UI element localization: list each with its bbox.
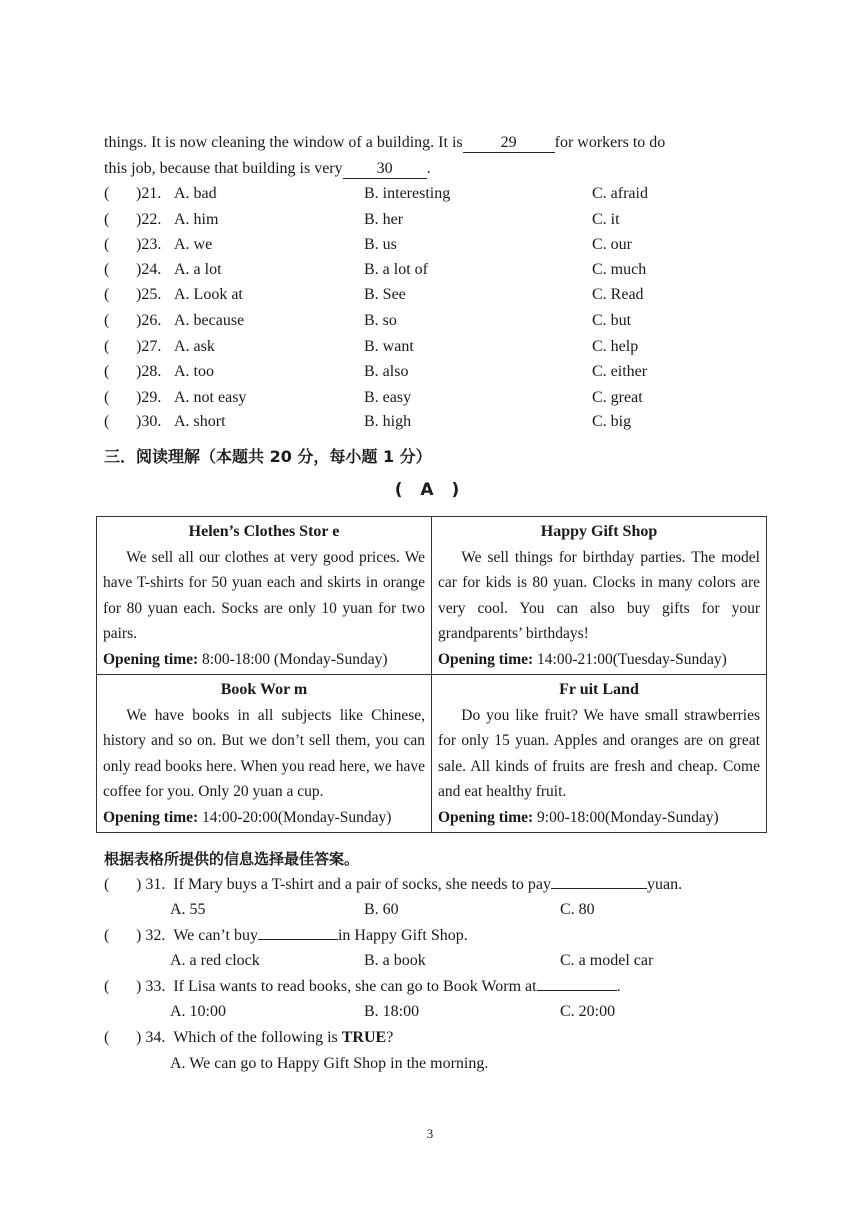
answer-paren[interactable]: (: [104, 312, 110, 329]
option-c: C. Read: [592, 286, 644, 303]
option-b: B. her: [364, 211, 404, 228]
passage-text: .: [426, 160, 431, 177]
opening-time: [103, 647, 425, 673]
question-33-options: [104, 1003, 764, 1027]
cloze-question-26: [104, 312, 764, 336]
cloze-question-30: [104, 413, 764, 437]
question-text: ?: [386, 1029, 394, 1046]
opening-label: Opening time:: [103, 650, 199, 668]
question-text: Which of the following is: [173, 1029, 342, 1046]
opening-value: 14:00-21:00(Tuesday-Sunday): [537, 650, 727, 668]
option-a: A. short: [174, 413, 226, 430]
option-a: A. Look at: [174, 286, 243, 303]
option-c: C. but: [592, 312, 632, 329]
option-a: A. We can go to Happy Gift Shop in the morning.: [170, 1055, 489, 1072]
question-31: [104, 876, 682, 894]
question-number: )27.: [136, 338, 162, 355]
option-a: A. 55: [170, 901, 206, 918]
store-description: We have books in all subjects like Chinese, history and so on. But we don’t sell them, you can only read books here. When you read here, we have coffee for you. Only 20 yuan a cup.: [103, 706, 425, 800]
cloze-question-28: [104, 363, 764, 387]
question-number: )24.: [136, 261, 162, 278]
answer-paren[interactable]: (: [104, 338, 110, 355]
store-name: Fr uit Land: [559, 681, 639, 698]
option-a: A. too: [174, 363, 214, 380]
option-b: B. so: [364, 312, 397, 329]
page-number: 3: [426, 1126, 434, 1141]
question-number: )28.: [136, 363, 162, 380]
opening-label: Opening time:: [438, 808, 534, 826]
option-c: C. afraid: [592, 185, 648, 202]
cloze-question-23: [104, 236, 764, 260]
store-name: Helen’s Clothes Stor e: [188, 523, 340, 540]
store-bookworm: [97, 675, 432, 833]
option-a: A. bad: [174, 185, 217, 202]
opening-time: [438, 647, 760, 673]
opening-label: Opening time:: [438, 650, 534, 668]
option-c: C. 80: [560, 901, 595, 918]
question-number: ) 34.: [136, 1029, 166, 1046]
blank-29: 29: [463, 134, 555, 153]
question-text: yuan.: [647, 876, 683, 893]
option-b: B. want: [364, 338, 414, 355]
question-text: If Lisa wants to read books, she can go to Book Worm at: [173, 978, 537, 995]
question-text: .: [616, 978, 621, 995]
question-number: ) 31.: [136, 876, 166, 893]
question-34-options: [104, 1055, 764, 1079]
blank-30: 30: [343, 160, 427, 179]
question-31-options: [104, 901, 764, 925]
passage-text: this job, because that building is very: [104, 160, 343, 177]
question-number: )25.: [136, 286, 162, 303]
option-c: C. help: [592, 338, 639, 355]
answer-paren[interactable]: (: [104, 185, 110, 202]
cloze-question-25: [104, 286, 764, 310]
cloze-question-22: [104, 211, 764, 235]
option-a: A. a red clock: [170, 952, 260, 969]
store-description: Do you like fruit? We have small strawberries for only 15 yuan. Apples and oranges are on great sale. All kinds of fruits are fresh and cheap. Come and eat healthy fruit.: [438, 706, 760, 800]
option-a: A. because: [174, 312, 245, 329]
option-c: C. big: [592, 413, 632, 430]
cloze-question-29: [104, 389, 764, 413]
answer-paren[interactable]: (: [104, 927, 110, 944]
question-emphasis: TRUE: [341, 1029, 387, 1046]
answer-blank[interactable]: [258, 939, 338, 940]
cloze-question-27: [104, 338, 764, 362]
option-a: A. 10:00: [170, 1003, 226, 1020]
question-number: ) 32.: [136, 927, 166, 944]
question-32: [104, 927, 468, 945]
question-text: in Happy Gift Shop.: [337, 927, 468, 944]
section-a-label: ( A ): [394, 480, 466, 500]
option-c: C. great: [592, 389, 643, 406]
option-b: B. 18:00: [364, 1003, 420, 1020]
cloze-question-24: [104, 261, 764, 285]
option-c: C. a model car: [560, 952, 654, 969]
answer-paren[interactable]: (: [104, 261, 110, 278]
option-b: B. a lot of: [364, 261, 428, 278]
cloze-question-21: [104, 185, 764, 209]
option-b: B. easy: [364, 389, 412, 406]
store-name: Book Wor m: [220, 681, 308, 698]
store-ads-table: [96, 516, 767, 833]
option-b: B. also: [364, 363, 409, 380]
question-number: )26.: [136, 312, 162, 329]
option-b: B. high: [364, 413, 412, 430]
question-33: [104, 978, 621, 996]
opening-time: [438, 805, 760, 831]
question-text: We can’t buy: [173, 927, 258, 944]
store-helen: [97, 517, 432, 675]
store-gift: [432, 517, 767, 675]
question-number: )30.: [136, 413, 162, 430]
opening-value: 9:00-18:00(Monday-Sunday): [537, 808, 719, 826]
section-heading: 三．阅读理解（本题共 20 分，每小题 1 分）: [104, 447, 432, 466]
option-c: C. either: [592, 363, 648, 380]
option-b: B. a book: [364, 952, 426, 969]
answer-paren[interactable]: (: [104, 286, 110, 303]
question-number: )23.: [136, 236, 162, 253]
option-c: C. 20:00: [560, 1003, 616, 1020]
store-fruit: [432, 675, 767, 833]
option-c: C. our: [592, 236, 632, 253]
opening-value: 14:00-20:00(Monday-Sunday): [202, 808, 392, 826]
option-c: C. much: [592, 261, 647, 278]
option-a: A. him: [174, 211, 219, 228]
passage-text: things. It is now cleaning the window of a building. It is: [104, 134, 463, 151]
question-number: ) 33.: [136, 978, 166, 995]
option-b: B. 60: [364, 901, 399, 918]
question-number: )22.: [136, 211, 162, 228]
opening-value: 8:00-18:00 (Monday-Sunday): [202, 650, 388, 668]
answer-paren[interactable]: (: [104, 1029, 110, 1046]
question-number: )29.: [136, 389, 162, 406]
option-c: C. it: [592, 211, 620, 228]
store-name: Happy Gift Shop: [540, 523, 658, 540]
option-b: B. See: [364, 286, 406, 303]
answer-paren[interactable]: (: [104, 413, 110, 430]
passage-text: for workers to do: [554, 134, 666, 151]
question-32-options: [104, 952, 764, 976]
option-b: B. interesting: [364, 185, 451, 202]
opening-label: Opening time:: [103, 808, 199, 826]
answer-paren[interactable]: (: [104, 978, 110, 995]
passage-line-2: [104, 160, 431, 179]
answer-paren[interactable]: (: [104, 876, 110, 893]
store-description: We sell things for birthday parties. The model car for kids is 80 yuan. Clocks in many colors are very cool. You can also buy gifts for your grandparents’ birthdays!: [438, 548, 760, 642]
answer-paren[interactable]: (: [104, 389, 110, 406]
option-a: A. ask: [174, 338, 215, 355]
answer-paren[interactable]: (: [104, 211, 110, 228]
answer-paren[interactable]: (: [104, 363, 110, 380]
question-34: [104, 1029, 393, 1047]
store-description: We sell all our clothes at very good prices. We have T-shirts for 50 yuan each and skirts in orange for 80 yuan each. Socks are only 10 yuan for two pairs.: [103, 548, 425, 642]
question-number: )21.: [136, 185, 162, 202]
instruction-text: 根据表格所提供的信息选择最佳答案。: [104, 850, 360, 868]
question-text: If Mary buys a T-shirt and a pair of socks, she needs to pay: [173, 876, 552, 893]
opening-time: [103, 805, 425, 831]
option-a: A. we: [174, 236, 213, 253]
answer-blank[interactable]: [537, 990, 617, 991]
option-b: B. us: [364, 236, 397, 253]
passage-line-1: [104, 134, 665, 153]
option-a: A. not easy: [174, 389, 247, 406]
answer-paren[interactable]: (: [104, 236, 110, 253]
option-a: A. a lot: [174, 261, 222, 278]
answer-blank[interactable]: [551, 888, 647, 889]
